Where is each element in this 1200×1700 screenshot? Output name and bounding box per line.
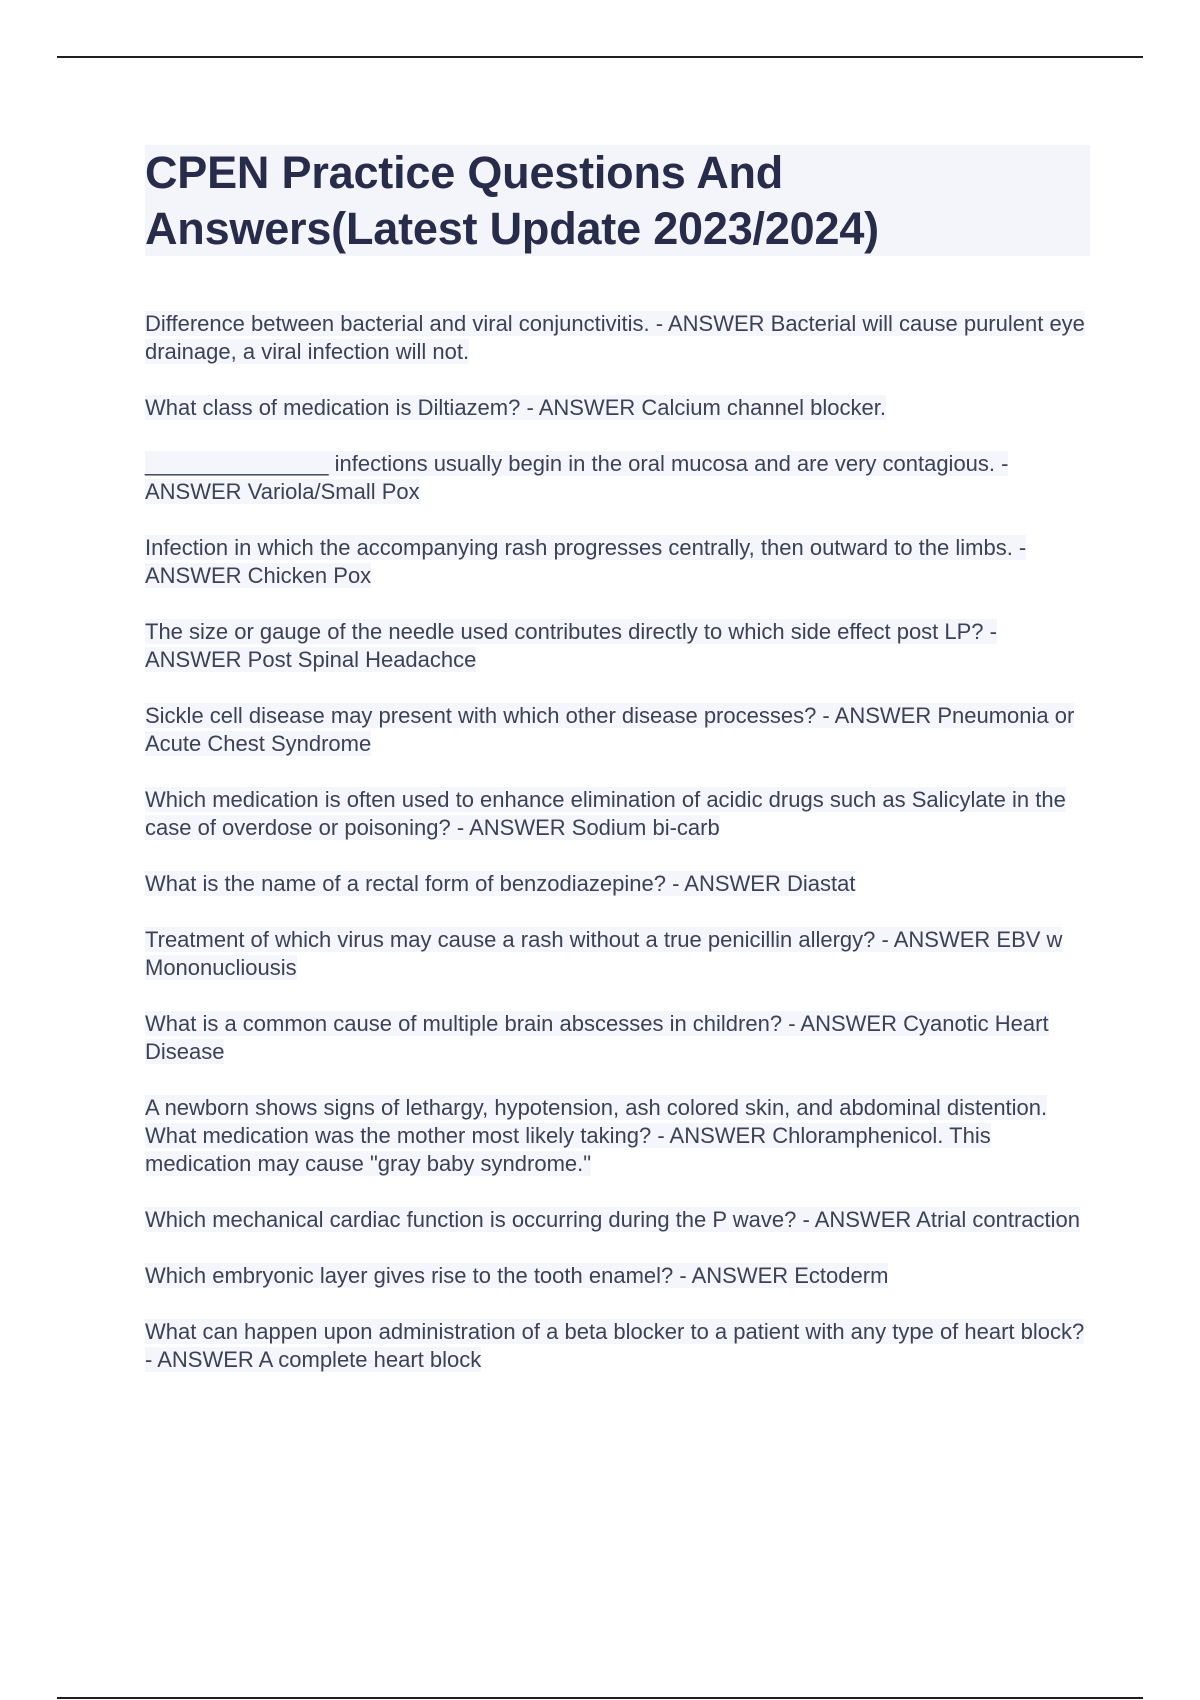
qa-text: Sickle cell disease may present with which other disease processes? - ANSWER Pneumonia or Acute Chest Syndrome <box>145 703 1075 756</box>
qa-item <box>145 1010 1090 1066</box>
bottom-divider <box>57 1697 1143 1699</box>
qa-text: Infection in which the accompanying rash progresses centrally, then outward to the limbs. - ANSWER Chicken Pox <box>145 535 1027 588</box>
qa-text: Treatment of which virus may cause a rash without a true penicillin allergy? - ANSWER EBV w Mononucliousis <box>145 927 1063 980</box>
qa-item <box>145 926 1090 982</box>
qa-item <box>145 450 1090 506</box>
qa-item <box>145 1094 1090 1178</box>
qa-item <box>145 394 1090 422</box>
qa-item <box>145 1262 1090 1290</box>
qa-list <box>145 310 1090 1402</box>
qa-text: The size or gauge of the needle used contributes directly to which side effect post LP? - ANSWER Post Spinal Headachce <box>145 619 997 672</box>
qa-text: Which mechanical cardiac function is occurring during the P wave? - ANSWER Atrial contraction <box>145 1207 1081 1232</box>
qa-text: Which embryonic layer gives rise to the tooth enamel? - ANSWER Ectoderm <box>145 1263 889 1288</box>
qa-text: _______________ infections usually begin in the oral mucosa and are very contagious. - ANSWER Variola/Small Pox <box>145 451 1009 504</box>
qa-text: Difference between bacterial and viral conjunctivitis. - ANSWER Bacterial will cause purulent eye drainage, a viral infection will not. <box>145 311 1085 364</box>
qa-text: What can happen upon administration of a beta blocker to a patient with any type of heart block? - ANSWER A complete heart block <box>145 1319 1085 1372</box>
qa-item <box>145 1206 1090 1234</box>
qa-text: What is a common cause of multiple brain abscesses in children? - ANSWER Cyanotic Heart Disease <box>145 1011 1049 1064</box>
qa-item <box>145 1318 1090 1374</box>
top-divider <box>57 56 1143 58</box>
qa-item <box>145 786 1090 842</box>
qa-item <box>145 534 1090 590</box>
qa-text: What is the name of a rectal form of benzodiazepine? - ANSWER Diastat <box>145 871 856 896</box>
qa-item <box>145 310 1090 366</box>
document-title: CPEN Practice Questions And Answers(Latest Update 2023/2024) <box>145 147 879 254</box>
qa-item <box>145 702 1090 758</box>
title-block <box>145 145 1090 256</box>
qa-text: What class of medication is Diltiazem? - ANSWER Calcium channel blocker. <box>145 395 886 420</box>
qa-text: Which medication is often used to enhance elimination of acidic drugs such as Salicylate in the case of overdose or poisoning? - ANSWER Sodium bi-carb <box>145 787 1066 840</box>
qa-item <box>145 870 1090 898</box>
qa-item <box>145 618 1090 674</box>
qa-text: A newborn shows signs of lethargy, hypotension, ash colored skin, and abdominal distention. What medication was the mother most likely taking? - ANSWER Chloramphenicol. This medication may cause "gray baby syndrome." <box>145 1095 1048 1176</box>
